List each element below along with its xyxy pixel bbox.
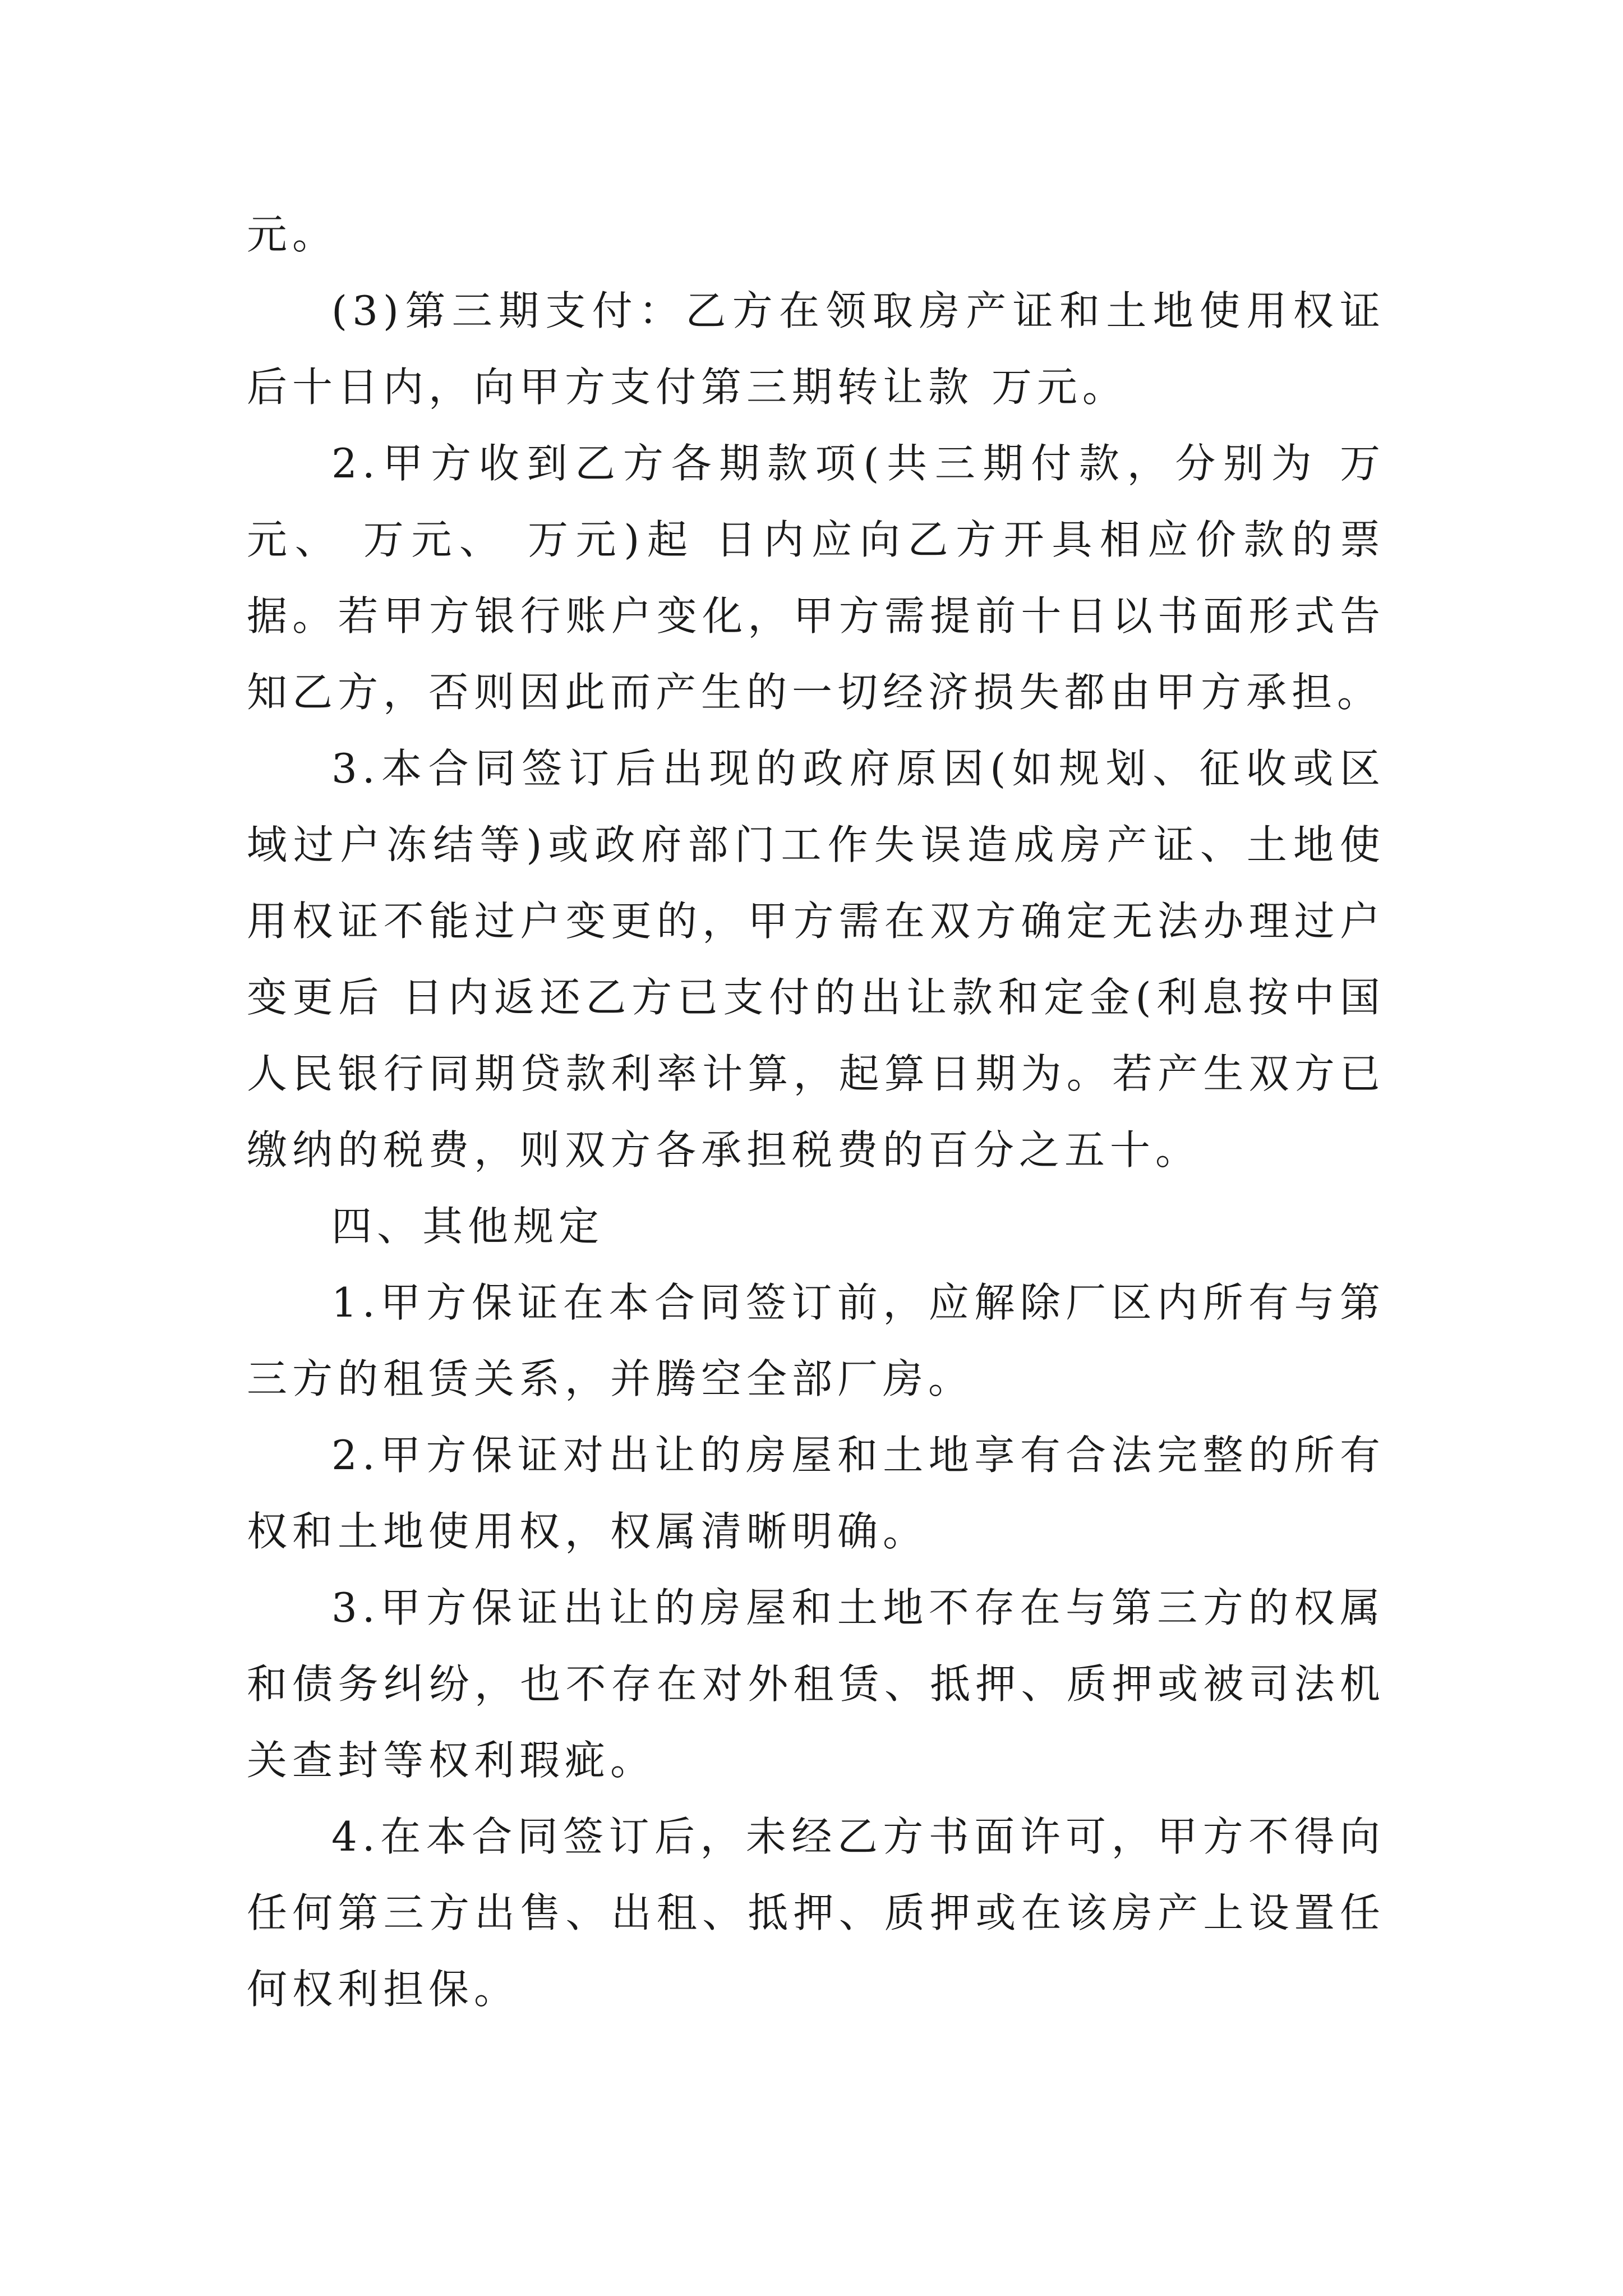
paragraph-lease-termination: 1.甲方保证在本合同签订前，应解除厂区内所有与第三方的租赁关系，并腾空全部厂房。: [247, 1279, 1385, 1402]
paragraph-invoice-terms: 2.甲方收到乙方各期款项(共三期付款，分别为 万元、 万元、 万元)起 日内应向乙方开具相应价款的票据。若甲方银行账户变化，甲方需提前十日以书面形式告知乙方，否则因此而产生的一切经济损失都由甲方承担。: [247, 440, 1385, 716]
paragraph-ownership-guarantee: 2.甲方保证对出让的房屋和土地享有合法完整的所有权和土地使用权，权属清晰明确。: [247, 1432, 1385, 1555]
paragraph-continuation: 元。: [247, 211, 338, 258]
paragraph-third-payment: (3)第三期支付：乙方在领取房产证和土地使用权证后十日内，向甲方支付第三期转让款 万元。: [247, 287, 1385, 411]
paragraph-government-causes: 3.本合同签订后出现的政府原因(如规划、征收或区域过户冻结等)或政府部门工作失误造成房产证、土地使用权证不能过户变更的，甲方需在双方确定无法办理过户变更后 日内返还乙方已支付的出让款和定金(利息按中国人民银行同期贷款利率计算，起算日期为。若产生双方已缴纳的税费，则双方各承担税费的百分之五十。: [247, 745, 1385, 1174]
section-heading-other-provisions: 四、其他规定: [331, 1203, 605, 1250]
document-body: [247, 196, 1385, 2027]
paragraph-no-third-party-sale: 4.在本合同签订后，未经乙方书面许可，甲方不得向任何第三方出售、出租、抵押、质押或在该房产上设置任何权利担保。: [247, 1813, 1385, 2013]
paragraph-no-disputes: 3.甲方保证出让的房屋和土地不存在与第三方的权属和债务纠纷，也不存在对外租赁、抵押、质押或被司法机关查封等权利瑕疵。: [247, 1584, 1385, 1784]
